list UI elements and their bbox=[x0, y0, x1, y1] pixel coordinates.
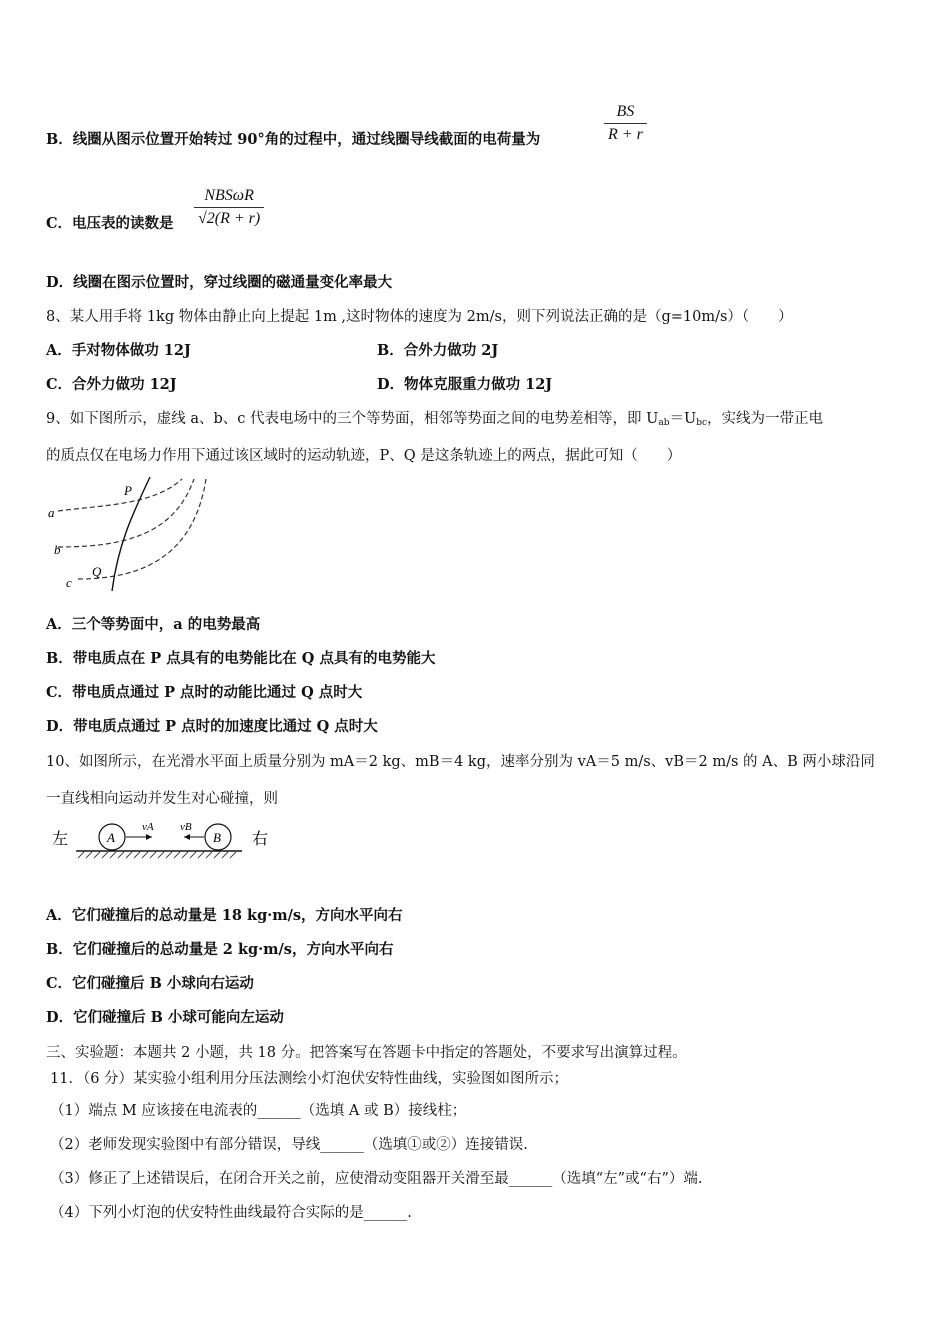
q10-option-d: D．它们碰撞后 B 小球可能向左运动 bbox=[46, 1009, 284, 1026]
label-va: vA bbox=[142, 821, 154, 833]
q8-option-a: A．手对物体做功 12J bbox=[46, 342, 191, 359]
q9-sub-ab: ab bbox=[658, 418, 670, 428]
label-a: a bbox=[48, 505, 55, 520]
q9-figure bbox=[44, 475, 219, 595]
q9-option-d: D．带电质点通过 P 点时的加速度比通过 Q 点时大 bbox=[46, 718, 378, 735]
q7-option-b bbox=[46, 128, 540, 149]
arrow-va-head bbox=[146, 834, 152, 840]
q10-option-b: B．它们碰撞后的总动量是 2 kg·m/s，方向水平向右 bbox=[46, 941, 394, 958]
q11-part-2: （2）老师发现实验图中有部分错误，导线______（选填①或②）连接错误. bbox=[50, 1137, 528, 1153]
q7-option-c-fraction bbox=[194, 187, 264, 228]
q11-part-3: （3）修正了上述错误后，在闭合开关之前，应使滑动变阻器开关滑至最______（选填“左”或“右”）端. bbox=[50, 1171, 703, 1187]
q10-stem-line2: 一直线相向运动并发生对心碰撞，则 bbox=[46, 791, 278, 807]
q8-option-c: C．合外力做功 12J bbox=[46, 376, 177, 393]
ball-a-label: A bbox=[107, 830, 115, 845]
q9-option-c: C．带电质点通过 P 点时的动能比通过 Q 点时大 bbox=[46, 684, 363, 701]
q7-option-b-fraction bbox=[604, 103, 647, 144]
q8-stem bbox=[46, 305, 793, 326]
label-left: 左 bbox=[52, 831, 69, 848]
label-c: c bbox=[66, 575, 72, 590]
q7-option-d: D．线圈在图示位置时，穿过线圈的磁通量变化率最大 bbox=[46, 274, 393, 291]
q10-option-c: C．它们碰撞后 B 小球向右运动 bbox=[46, 975, 254, 992]
q11-part-4: （4）下列小灯泡的伏安特性曲线最符合实际的是______. bbox=[50, 1205, 412, 1221]
equipotential-a bbox=[58, 479, 182, 511]
q9-stem-part1: 9、如下图所示，虚线 a、b、c 代表电场中的三个等势面，相邻等势面之间的电势差相等，即 U bbox=[46, 411, 659, 427]
q7-option-c bbox=[46, 212, 174, 233]
q10-option-a: A．它们碰撞后的总动量是 18 kg·m/s，方向水平向右 bbox=[46, 907, 403, 924]
section-3-heading: 三、实验题：本题共 2 小题，共 18 分。把答案写在答题卡中指定的答题处，不要求写出演算过程。 bbox=[46, 1045, 687, 1061]
q7-option-b-text: B．线圈从图示位置开始转过 90°角的过程中，通过线圈导线截面的电荷量为 bbox=[46, 131, 541, 148]
q10-stem-line1: 10、如图所示，在光滑水平面上质量分别为 mA＝2 kg、mB＝4 kg，速率分别为 vA＝5 m/s、vB＝2 m/s 的 A、B 两小球沿同 bbox=[46, 754, 875, 770]
fraction-numerator: BS bbox=[616, 103, 635, 120]
q9-stem-part2: ，实线为一带正电 bbox=[707, 411, 824, 427]
ball-b-label: B bbox=[213, 830, 221, 845]
fraction-denominator: √2(R + r) bbox=[198, 210, 261, 227]
q7-option-c-text: C．电压表的读数是 bbox=[46, 215, 174, 232]
q9-option-a: A．三个等势面中，a 的电势最高 bbox=[46, 616, 261, 633]
q8-option-b: B．合外力做功 2J bbox=[377, 342, 499, 359]
label-q: Q bbox=[92, 564, 102, 579]
q11-part-1: （1）端点 M 应该接在电流表的______（选填 A 或 B）接线柱； bbox=[50, 1103, 467, 1119]
q9-stem-line2: 的质点仅在电场力作用下通过该区域时的运动轨迹，P、Q 是这条轨迹上的两点，据此可知（ ） bbox=[46, 448, 682, 464]
label-right: 右 bbox=[252, 831, 269, 848]
q10-figure bbox=[46, 818, 286, 864]
fraction-numerator: NBSωR bbox=[204, 187, 254, 204]
q8-option-d: D．物体克服重力做功 12J bbox=[377, 376, 553, 393]
q9-stem-eq: ＝U bbox=[669, 411, 697, 427]
q9-option-b: B．带电质点在 P 点具有的电势能比在 Q 点具有的电势能大 bbox=[46, 650, 436, 667]
fraction-denominator: R + r bbox=[608, 126, 643, 143]
label-p: P bbox=[124, 483, 132, 498]
label-vb: vB bbox=[180, 821, 192, 833]
q9-stem-line1 bbox=[46, 407, 823, 428]
label-b: b bbox=[54, 542, 61, 557]
q9-sub-bc: bc bbox=[696, 418, 708, 428]
q11-stem: 11．（6 分）某实验小组利用分压法测绘小灯泡伏安特性曲线，实验图如图所示； bbox=[50, 1071, 569, 1087]
arrow-vb-head bbox=[184, 834, 190, 840]
q8-stem-text: 8、某人用手将 1kg 物体由静止向上提起 1m ,这时物体的速度为 2m/s，则下列说法正确的是（g=10m/s）（ ） bbox=[46, 309, 793, 325]
